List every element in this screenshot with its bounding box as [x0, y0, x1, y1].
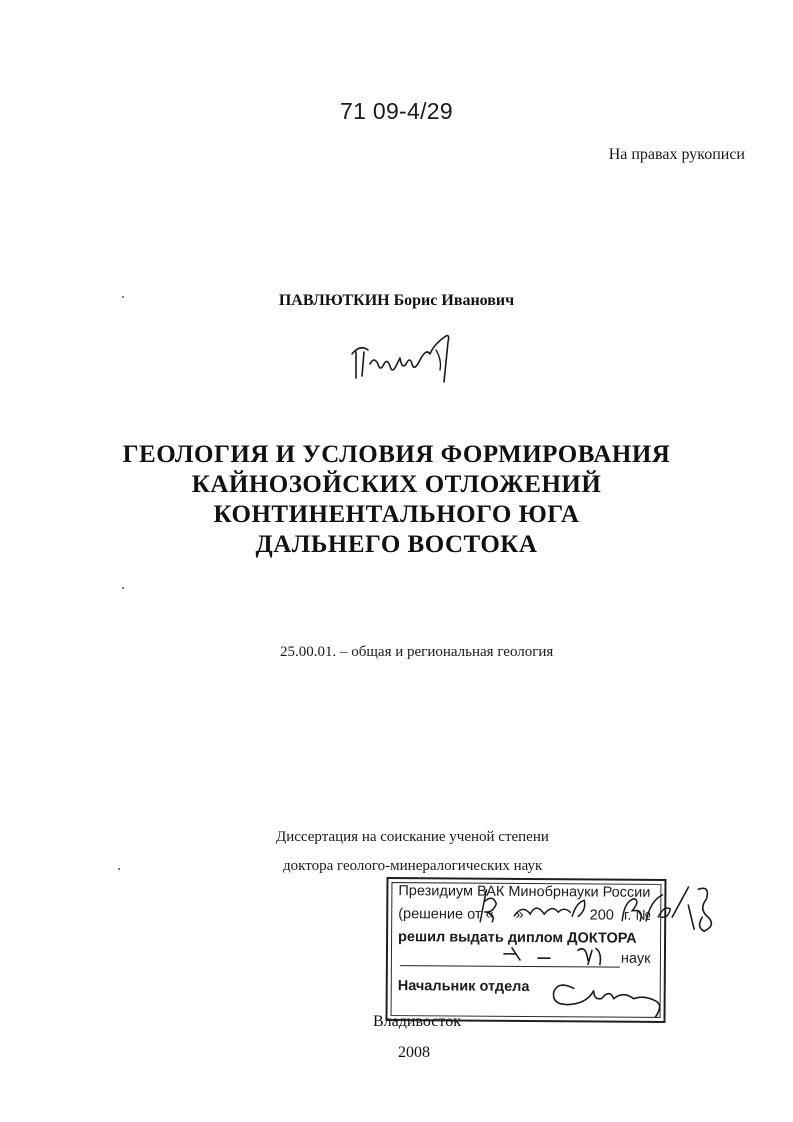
stamp-line-head: Начальник отдела — [397, 978, 530, 996]
stamp-year-prefix: 200 — [589, 907, 614, 924]
stamp-quote-close: » — [515, 906, 524, 923]
stamp-number-label: г. № — [623, 907, 652, 924]
author-name: ПАВЛЮТКИН Борис Иванович — [278, 292, 515, 309]
year: 2008 — [398, 1044, 430, 1061]
dissertation-title — [0, 440, 793, 560]
scan-speck — [122, 587, 124, 589]
stamp-line-presidium: Президиум ВАК Минобрнауки России — [398, 883, 651, 901]
specialty-code: 25.00.01. – общая и региональная геология — [280, 644, 554, 660]
title-line: КОНТИНЕНТАЛЬНОГО ЮГА — [213, 501, 580, 528]
stamp-science-suffix: наук — [620, 950, 651, 967]
degree-line-2: доктора геолого-минералогических наук — [283, 858, 543, 874]
title-line: ДАЛЬНЕГО ВОСТОКА — [255, 531, 538, 558]
city: Владивосток — [373, 1013, 461, 1030]
stamp-line-diploma: решил выдать диплом ДОКТОРА — [398, 929, 637, 947]
registration-code: 71 09-4/29 — [340, 98, 453, 124]
vak-approval-stamp — [386, 877, 667, 1023]
title-line: ГЕОЛОГИЯ И УСЛОВИЯ ФОРМИРОВАНИЯ — [122, 441, 671, 468]
title-line: КАЙНОЗОЙСКИХ ОТЛОЖЕНИЙ — [191, 471, 602, 498]
stamp-decision-prefix: (решение от « — [398, 906, 494, 923]
manuscript-rights-note: На правах рукописи — [608, 146, 745, 163]
degree-statement — [276, 823, 549, 881]
author-signature — [350, 330, 470, 390]
scan-speck — [118, 868, 120, 870]
degree-line-1: Диссертация на соискание ученой степени — [276, 829, 549, 845]
